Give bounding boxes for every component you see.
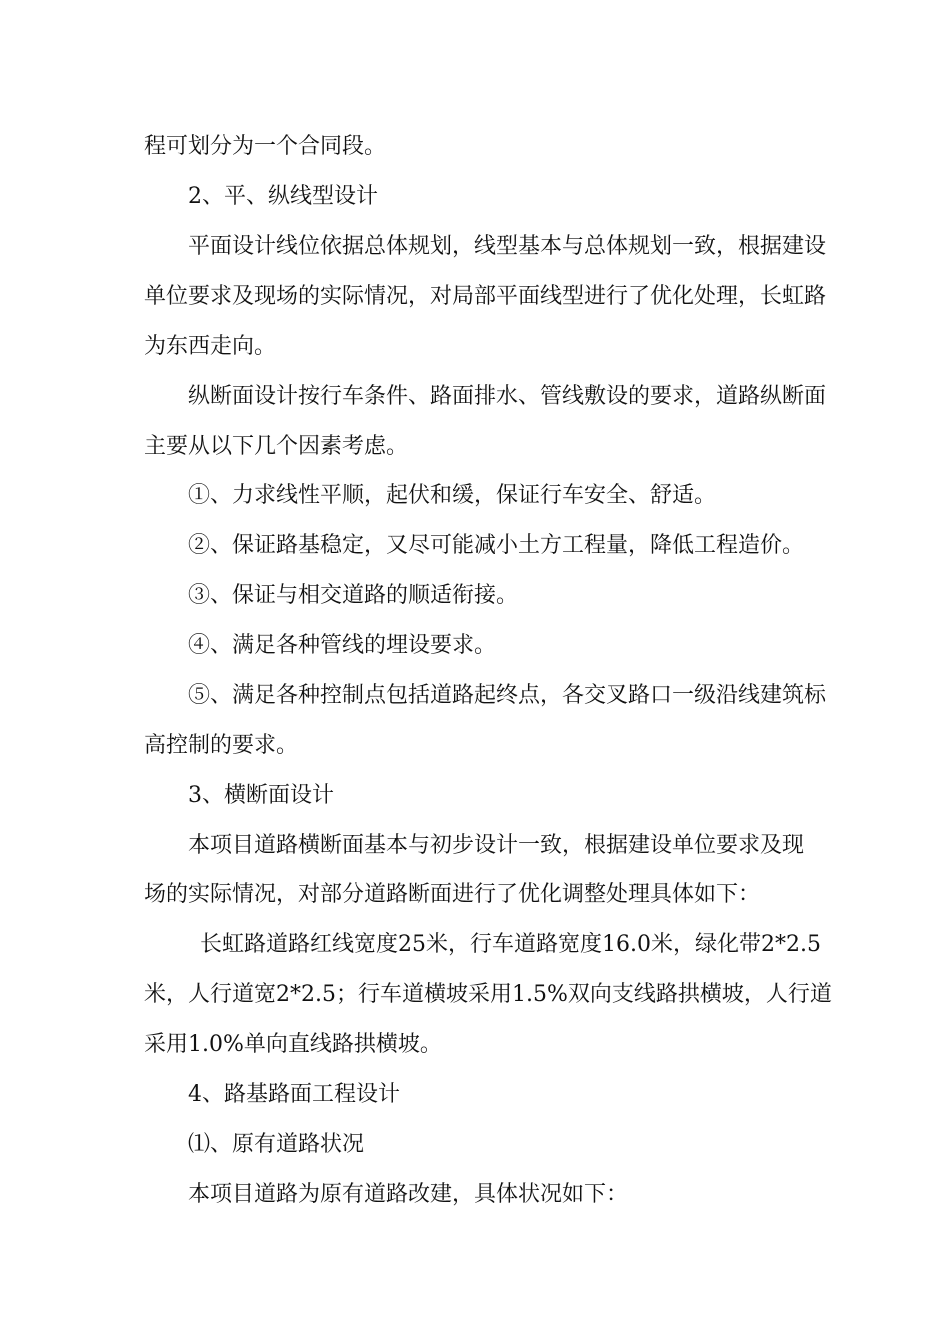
list-item: ④、满足各种管线的埋设要求。 (188, 633, 497, 658)
list-item: ②、保证路基稳定，又尽可能减小土方工程量，降低工程造价。 (188, 533, 805, 558)
list-item: ③、保证与相交道路的顺适衔接。 (188, 583, 519, 608)
text-line: 程可划分为一个合同段。 (144, 134, 387, 159)
text-line: 长虹路道路红线宽度25米，行车道路宽度16.0米，绿化带2*2.5 (200, 932, 821, 957)
section-heading: 4、路基路面工程设计 (188, 1082, 400, 1107)
text-line: 场的实际情况，对部分道路断面进行了优化调整处理具体如下： (144, 882, 761, 907)
text-line: 本项目道路为原有道路改建，具体状况如下： (188, 1182, 629, 1207)
text-line: 单位要求及现场的实际情况，对局部平面线型进行了优化处理，长虹路 (144, 284, 827, 309)
text-line: 主要从以下几个因素考虑。 (144, 434, 409, 459)
section-heading: 2、平、纵线型设计 (188, 184, 378, 209)
text-line: 本项目道路横断面基本与初步设计一致，根据建设单位要求及现 (188, 833, 805, 858)
text-line: 平面设计线位依据总体规划，线型基本与总体规划一致，根据建设 (188, 234, 827, 259)
text-line: 高控制的要求。 (144, 733, 299, 758)
list-item: ①、力求线性平顺，起伏和缓，保证行车安全、舒适。 (188, 483, 717, 508)
text-line: 为东西走向。 (144, 334, 277, 359)
text-line: 采用1.0%单向直线路拱横坡。 (144, 1032, 442, 1057)
text-line: 纵断面设计按行车条件、路面排水、管线敷设的要求，道路纵断面 (188, 384, 827, 409)
section-heading: 3、横断面设计 (188, 783, 334, 808)
text-line: 米，人行道宽2*2.5；行车道横坡采用1.5%双向支线路拱横坡，人行道 (144, 982, 832, 1007)
subsection-heading: ⑴、原有道路状况 (188, 1132, 365, 1157)
list-item: ⑤、满足各种控制点包括道路起终点，各交叉路口一级沿线建筑标 (188, 683, 827, 708)
